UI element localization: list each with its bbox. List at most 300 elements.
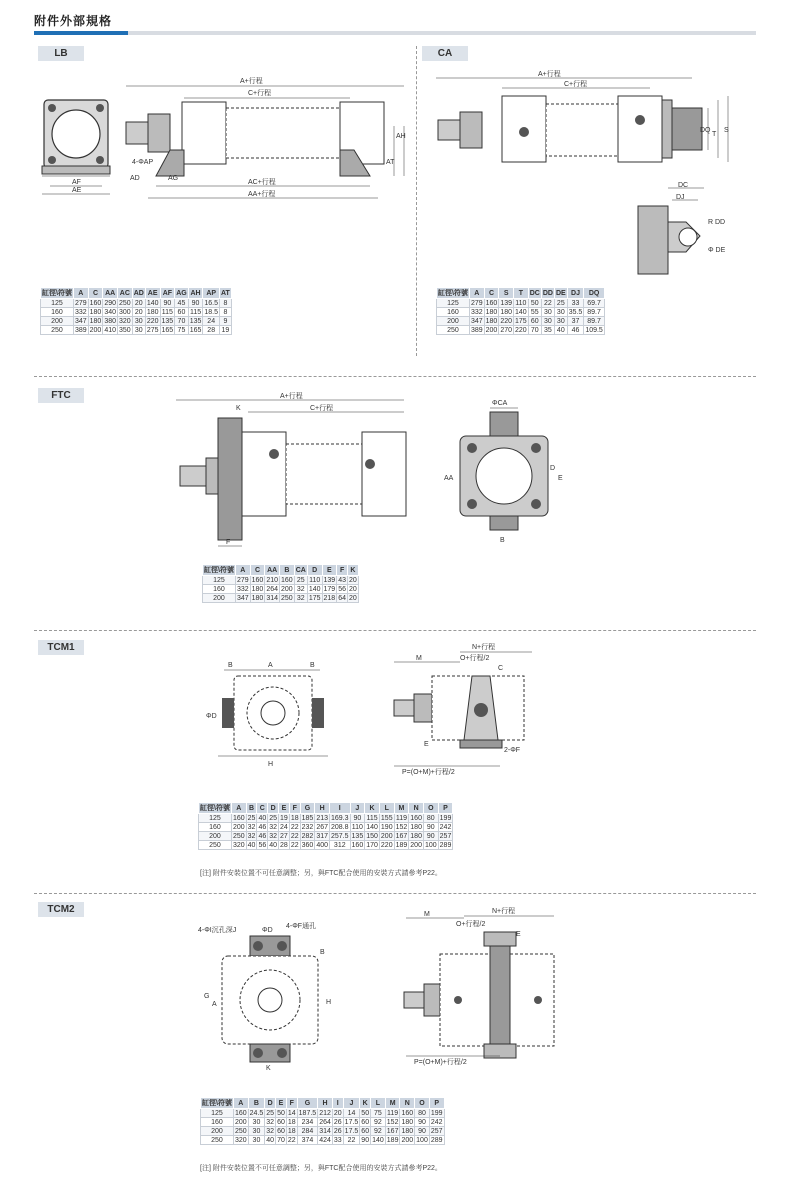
tcm2-dim-k: K: [266, 1065, 271, 1072]
ftc-divider: [34, 376, 756, 377]
table-cell: 55: [528, 308, 541, 317]
tcm2-th: I: [332, 1098, 343, 1109]
tcm1-front-view: [204, 658, 338, 770]
table-cell: 32: [247, 832, 256, 840]
tcm1-dim-o: O+行程/2: [460, 655, 490, 662]
table-cell: 167: [386, 1127, 399, 1135]
tcm1-th: F: [289, 803, 300, 814]
tcm2-th: 缸徑\符號: [201, 1098, 234, 1109]
table-cell: 46: [567, 326, 584, 335]
tcm2-th: P: [429, 1098, 444, 1109]
tcm2-th: H: [318, 1098, 333, 1109]
table-cell: 90: [423, 823, 438, 832]
table-cell: 30: [541, 308, 554, 317]
tcm2-table-body: [201, 1109, 445, 1145]
table-cell: 360: [301, 841, 314, 849]
table-cell: 26: [333, 1127, 342, 1135]
table-cell: 180: [401, 1127, 414, 1135]
table-cell: 155: [380, 814, 393, 822]
table-cell: 267: [316, 823, 328, 831]
table-cell: 32: [266, 1118, 275, 1126]
section-label-tcm2: TCM2: [38, 902, 84, 917]
table-cell: 60: [277, 1118, 285, 1126]
table-cell: 125: [41, 299, 74, 308]
table-cell: 119: [395, 814, 408, 822]
lb-th: AG: [176, 289, 187, 297]
ftc-front-view: [438, 396, 568, 546]
ca-th: S: [499, 288, 514, 299]
table-cell: 125: [199, 814, 232, 823]
table-cell: 220: [380, 841, 393, 849]
table-cell: 250: [437, 326, 470, 335]
table-cell: 135: [189, 317, 202, 325]
table-cell: 46: [258, 832, 267, 840]
table-row: [201, 1136, 445, 1145]
ca-table-body: [437, 299, 605, 335]
table-cell: 115: [366, 814, 378, 822]
lb-dim-ah: AH: [396, 133, 406, 140]
table-cell: 50: [528, 299, 541, 308]
tcm2-th: F: [286, 1098, 297, 1109]
tcm2-dim-p: P=(O+M)+行程/2: [414, 1059, 467, 1066]
table-cell: 140: [515, 308, 527, 316]
ftc-dim-ca: ΦCA: [492, 400, 508, 407]
lb-th: AF: [160, 288, 175, 299]
table-cell: 40: [258, 814, 267, 822]
tcm1-divider: [34, 630, 756, 631]
ftc-dim-e: E: [558, 475, 563, 482]
table-cell: 200: [89, 326, 102, 334]
table-row: [41, 308, 232, 317]
table-row: [437, 299, 605, 308]
table-cell: 125: [203, 576, 236, 585]
table-cell: 200: [234, 1118, 247, 1126]
ftc-dim-k: K: [236, 405, 241, 412]
table-cell: 50: [361, 1109, 370, 1117]
lb-th: A: [73, 288, 88, 299]
ftc-spec-table: [202, 564, 359, 603]
table-cell: 250: [119, 299, 131, 307]
table-cell: 282: [301, 832, 314, 840]
table-cell: 69.7: [584, 299, 605, 308]
tcm2-th: M: [385, 1098, 400, 1109]
tcm2-th: G: [297, 1098, 318, 1109]
table-cell: 165: [189, 326, 202, 334]
table-cell: 314: [319, 1127, 331, 1135]
table-cell: 70: [175, 317, 189, 326]
table-cell: 46: [258, 823, 267, 831]
table-cell: 60: [175, 308, 189, 317]
table-cell: 220: [146, 317, 159, 325]
tcm2-dim-h: H: [326, 999, 332, 1006]
table-cell: 160: [437, 308, 470, 317]
table-cell: 140: [372, 1136, 384, 1144]
table-cell: 22: [290, 841, 299, 849]
tcm1-dim-f: 2-ΦF: [504, 747, 521, 754]
ftc-table-body: [203, 576, 359, 603]
tcm2-th: D: [265, 1098, 276, 1109]
table-cell: 140: [146, 299, 159, 307]
lb-th: AD: [133, 289, 144, 297]
tcm1-dim-b1: B: [228, 662, 233, 669]
table-cell: 115: [161, 308, 173, 316]
table-cell: 167: [395, 832, 408, 840]
tcm2-table-header: [201, 1098, 445, 1109]
ca-th: A: [469, 288, 484, 299]
table-cell: 125: [201, 1109, 234, 1118]
table-cell: 380: [104, 317, 117, 325]
table-cell: 180: [251, 594, 264, 602]
tcm2-th: E: [276, 1098, 287, 1109]
table-cell: 200: [401, 1136, 414, 1144]
table-cell: 332: [74, 308, 87, 316]
table-row: [201, 1109, 445, 1118]
ca-dim-a: A+行程: [538, 71, 561, 78]
table-cell: 30: [132, 326, 145, 335]
table-cell: 22: [290, 832, 299, 840]
table-cell: 200: [485, 326, 498, 334]
table-cell: 160: [251, 576, 264, 584]
tcm1-th: C: [257, 803, 268, 814]
table-cell: 312: [330, 841, 351, 850]
tcm1-th: 缸徑\符號: [199, 803, 232, 814]
table-cell: 250: [199, 841, 232, 850]
table-cell: 60: [528, 317, 541, 326]
table-cell: 19: [280, 814, 288, 822]
table-cell: 160: [201, 1118, 234, 1127]
table-cell: 24.5: [249, 1109, 264, 1117]
table-cell: 200: [281, 585, 293, 593]
table-cell: 289: [439, 841, 452, 849]
table-cell: 37: [567, 317, 584, 326]
table-cell: 332: [470, 308, 483, 316]
table-cell: 20: [333, 1109, 342, 1117]
table-cell: 100: [416, 1136, 428, 1144]
table-cell: 340: [104, 308, 117, 316]
table-cell: 92: [371, 1118, 386, 1127]
tcm2-dim-a: A: [212, 1001, 217, 1008]
ftc-th: D: [307, 565, 322, 576]
table-cell: 190: [380, 823, 393, 831]
lb-th: C: [88, 288, 103, 299]
table-cell: 115: [189, 308, 202, 316]
ca-spec-table: [436, 287, 605, 335]
tcm2-dim-m: M: [424, 911, 430, 918]
ftc-th: CA: [295, 566, 306, 574]
ftc-dim-f: F: [226, 539, 231, 546]
table-cell: 232: [301, 823, 314, 831]
table-cell: 257.5: [331, 832, 349, 840]
tcm2-dim-i: 4-ΦI沉孔深J: [198, 927, 237, 934]
table-cell: 70: [528, 326, 541, 335]
table-cell: 257: [430, 1127, 443, 1135]
table-row: [203, 594, 359, 603]
tcm2-dim-d: ΦD: [262, 927, 273, 934]
table-row: [203, 585, 359, 594]
table-cell: 16.5: [204, 299, 219, 307]
ftc-th: C: [250, 565, 265, 576]
tcm1-dim-d: ΦD: [206, 713, 217, 720]
tcm2-dim-e: E: [516, 931, 521, 938]
ca-dim-s: S: [724, 127, 729, 134]
ca-th: T: [514, 288, 529, 299]
table-cell: 314: [266, 594, 279, 602]
section-label-lb: LB: [38, 46, 84, 61]
table-cell: 60: [361, 1118, 370, 1126]
lb-front-view: [40, 96, 120, 202]
table-cell: 30: [132, 317, 145, 326]
section-label-tcm1: TCM1: [38, 640, 84, 655]
lb-ca-divider: [416, 46, 417, 356]
ftc-th: 缸徑\符號: [203, 565, 236, 576]
table-cell: 64: [338, 594, 346, 602]
table-cell: 24: [280, 823, 288, 831]
table-cell: 242: [430, 1118, 443, 1126]
tcm2-divider: [34, 893, 756, 894]
table-cell: 284: [297, 1127, 318, 1136]
table-cell: 424: [319, 1136, 331, 1144]
tcm2-th: B: [248, 1098, 265, 1109]
table-cell: 19: [220, 326, 232, 335]
ca-th: DD: [542, 289, 553, 297]
tcm1-th: N: [409, 803, 424, 814]
table-cell: 139: [323, 576, 336, 584]
tcm1-dim-b2: B: [310, 662, 315, 669]
table-cell: 347: [470, 317, 483, 325]
table-row: [437, 317, 605, 326]
tcm2-front-view: [196, 920, 346, 1072]
table-cell: 250: [201, 1136, 234, 1145]
table-row: [199, 814, 453, 823]
table-cell: 8: [220, 299, 232, 308]
table-cell: 279: [236, 576, 249, 584]
tcm2-spec-table: [200, 1097, 445, 1145]
table-cell: 180: [401, 1118, 414, 1126]
tcm1-th: M: [394, 803, 409, 814]
table-cell: 180: [500, 308, 513, 316]
table-row: [201, 1127, 445, 1136]
table-cell: 27: [280, 832, 288, 840]
table-cell: 200: [199, 832, 232, 841]
ftc-dim-aa: AA: [444, 475, 454, 482]
tcm2-dim-b: B: [320, 949, 325, 956]
table-cell: 110: [309, 576, 321, 584]
table-cell: 332: [236, 585, 249, 593]
ca-clevis-detail: [628, 182, 748, 282]
table-cell: 279: [74, 299, 87, 307]
table-cell: 160: [485, 299, 498, 307]
table-cell: 28: [203, 326, 220, 335]
table-cell: 32: [269, 832, 278, 840]
tcm1-table-header: [199, 803, 453, 814]
table-cell: 90: [423, 832, 438, 841]
table-cell: 175: [515, 317, 527, 325]
table-cell: 200: [201, 1127, 234, 1136]
section-label-ca: CA: [422, 46, 468, 61]
table-cell: 90: [415, 1127, 430, 1136]
table-cell: 220: [515, 326, 527, 334]
table-cell: 43: [338, 576, 346, 584]
table-cell: 22: [290, 823, 299, 831]
table-cell: 30: [554, 317, 567, 326]
table-cell: 160: [401, 1109, 414, 1117]
lb-th: 缸徑\符號: [41, 288, 74, 299]
table-cell: 180: [146, 308, 159, 316]
table-cell: 389: [470, 326, 483, 334]
table-cell: 347: [236, 594, 249, 602]
table-cell: 160: [351, 841, 364, 849]
tcm1-th: I: [330, 803, 351, 814]
ftc-dim-a: A+行程: [280, 393, 303, 400]
tcm2-th: J: [343, 1098, 360, 1109]
table-cell: 279: [470, 299, 483, 307]
table-cell: 400: [316, 841, 328, 849]
table-cell: 250: [41, 326, 74, 335]
table-row: [203, 576, 359, 585]
table-cell: 152: [386, 1118, 399, 1126]
table-cell: 200: [437, 317, 470, 326]
table-row: [199, 841, 453, 850]
tcm2-side-view: [394, 904, 570, 1070]
table-cell: 25: [294, 576, 307, 585]
table-cell: 32: [294, 585, 307, 594]
table-cell: 35: [541, 326, 554, 335]
tcm2-dim-n: N+行程: [492, 908, 516, 915]
ca-th: DJ: [567, 288, 584, 299]
tcm1-th: J: [350, 803, 365, 814]
table-cell: 32: [247, 823, 256, 831]
table-cell: 119: [387, 1109, 399, 1117]
lb-th: AP: [203, 288, 220, 299]
table-cell: 90: [361, 1136, 370, 1144]
table-cell: 218: [323, 594, 336, 602]
tcm1-dim-c: C: [498, 665, 504, 672]
table-cell: 25: [269, 814, 278, 822]
table-cell: 160: [41, 308, 74, 317]
table-cell: 139: [500, 299, 513, 307]
table-cell: 140: [308, 585, 321, 593]
ftc-th: AA: [265, 565, 280, 576]
tcm1-dim-h: H: [268, 761, 274, 768]
table-cell: 160: [199, 823, 232, 832]
ftc-th: B: [280, 565, 295, 576]
table-cell: 90: [350, 814, 365, 823]
tcm1-dim-n: N+行程: [472, 644, 496, 651]
table-cell: 30: [248, 1127, 265, 1136]
ca-dim-dc: DC: [678, 182, 689, 189]
table-cell: 187.5: [298, 1109, 317, 1117]
table-cell: 135: [161, 317, 174, 325]
table-cell: 20: [132, 299, 145, 308]
table-cell: 199: [439, 814, 452, 822]
table-row: [437, 326, 605, 335]
table-cell: 169.3: [331, 814, 349, 822]
tcm1-dim-m: M: [416, 655, 422, 662]
table-cell: 26: [333, 1118, 342, 1126]
tcm2-dim-f: 4-ΦF通孔: [286, 923, 317, 930]
table-cell: 32: [266, 1127, 275, 1135]
table-cell: 20: [349, 594, 357, 602]
table-cell: 45: [175, 299, 189, 308]
ftc-dim-d: D: [550, 465, 556, 472]
table-cell: 28: [280, 841, 288, 849]
table-cell: 56: [338, 585, 346, 593]
table-cell: 180: [410, 823, 422, 831]
table-cell: 185: [301, 814, 314, 822]
table-cell: 22: [343, 1136, 360, 1145]
ca-th: DQ: [584, 288, 605, 299]
table-cell: 210: [266, 576, 279, 584]
table-cell: 200: [203, 594, 236, 603]
lb-dim-c: C+行程: [248, 90, 272, 97]
table-row: [41, 317, 232, 326]
ca-table-header: [437, 288, 605, 299]
tcm1-dim-e: E: [424, 741, 429, 748]
table-row: [199, 823, 453, 832]
table-cell: 180: [410, 832, 422, 840]
lb-th: AC: [118, 288, 133, 299]
table-cell: 160: [203, 585, 236, 594]
tcm1-th: D: [268, 803, 279, 814]
table-cell: 320: [119, 317, 131, 325]
lb-dim-ap: 4-ΦAP: [132, 159, 154, 166]
ftc-side-view: [170, 392, 420, 552]
table-cell: 160: [410, 814, 422, 822]
lb-th: AE: [145, 288, 160, 299]
lb-side-view: [120, 74, 416, 206]
table-cell: 234: [297, 1118, 318, 1127]
table-row: [199, 832, 453, 841]
ca-th: C: [484, 288, 499, 299]
table-cell: 289: [430, 1136, 443, 1144]
table-cell: 317: [316, 832, 328, 840]
ca-side-view: [428, 70, 746, 180]
table-cell: 270: [500, 326, 513, 334]
page-header: [34, 12, 756, 34]
table-cell: 56: [258, 841, 267, 849]
table-cell: 199: [430, 1109, 443, 1117]
tcm1-side-view: [376, 640, 552, 778]
table-cell: 110: [351, 823, 363, 831]
table-cell: 8: [220, 308, 232, 317]
table-cell: 30: [541, 317, 554, 326]
table-cell: 250: [234, 1127, 247, 1135]
table-cell: 200: [41, 317, 74, 326]
table-cell: 30: [554, 308, 567, 317]
ftc-table-header: [203, 565, 359, 576]
tcm2-th: N: [400, 1098, 415, 1109]
table-cell: 275: [146, 326, 159, 334]
tcm1-note: [注] 附件安裝位置不可任意調整；另，與FTC配合使用的安裝方式請參考P22。: [200, 870, 442, 877]
tcm1-th: A: [231, 803, 246, 814]
table-cell: 32: [269, 823, 278, 831]
table-cell: 22: [541, 299, 554, 308]
tcm1-th: O: [423, 803, 438, 814]
table-cell: 89.7: [584, 308, 605, 317]
table-cell: 40: [554, 326, 567, 335]
table-cell: 80: [423, 814, 438, 823]
tcm2-th: K: [360, 1098, 371, 1109]
table-cell: 175: [308, 594, 321, 602]
table-row: [201, 1118, 445, 1127]
table-cell: 200: [380, 832, 393, 840]
ca-th: 缸徑\符號: [437, 288, 470, 299]
table-cell: 40: [269, 841, 278, 849]
table-cell: 18: [287, 1127, 296, 1135]
lb-table-body: [41, 299, 232, 335]
tcm1-table-body: [199, 814, 453, 850]
table-cell: 170: [366, 841, 378, 849]
